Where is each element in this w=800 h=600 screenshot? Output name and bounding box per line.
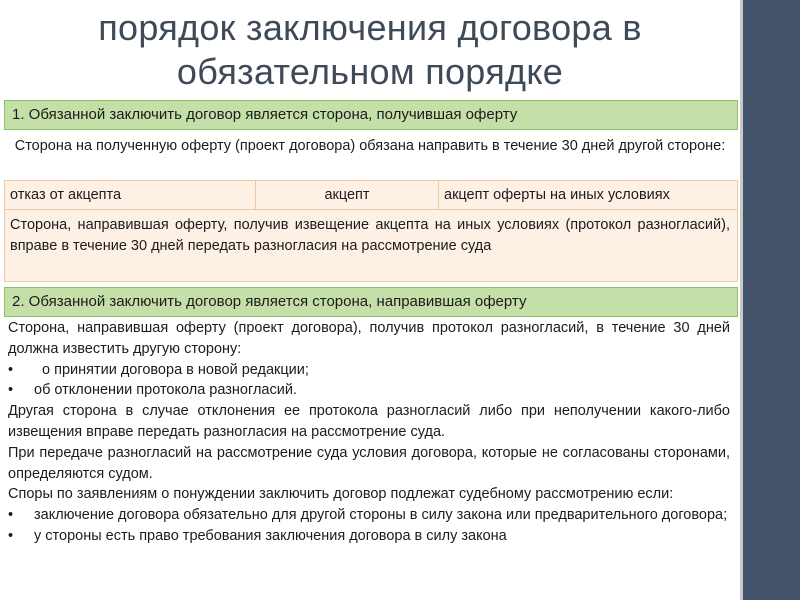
- list-item-text: у стороны есть право требования заключения договора в силу закона: [34, 527, 507, 544]
- section1-note: Сторона, направившая оферту, получив извещение акцепта на иных условиях (протокол разногласий), вправе в течение 30 дней передать разногласия на рассмотрение суда: [4, 210, 738, 282]
- title-line-1: порядок заключения договора в: [98, 7, 642, 48]
- options-table-row: [4, 180, 738, 210]
- right-sidebar-bar: [740, 0, 800, 600]
- title-line-2: обязательном порядке: [176, 51, 564, 92]
- list-item: [8, 526, 730, 547]
- option-acceptance-other-terms: акцепт оферты на иных условиях: [439, 180, 738, 210]
- list-item-text: заключение договора обязательно для другой стороны в силу закона или предварительного договора;: [34, 507, 728, 524]
- section2-paragraph-3: При передаче разногласий на рассмотрение суда условия договора, которые не согласованы сторонами, определяются судом.: [8, 444, 730, 482]
- bullet-icon: •: [8, 382, 14, 399]
- list-item: [8, 360, 730, 381]
- list-item: [8, 505, 730, 526]
- section2-paragraph-4: Споры по заявлениям о понуждении заключить договор подлежат судебному рассмотрению если:: [8, 486, 674, 503]
- list-item-text: об отклонении протокола разногласий.: [34, 382, 297, 399]
- option-acceptance: акцепт: [256, 180, 439, 210]
- option-reject-acceptance: отказ от акцепта: [4, 180, 256, 210]
- list-item: [8, 380, 730, 401]
- section1-heading: 1. Обязанной заключить договор является сторона, получившая оферту: [4, 100, 738, 130]
- section1-subtitle: Сторона на полученную оферту (проект договора) обязана направить в течение 30 дней другой стороне:: [14, 138, 726, 154]
- bullet-icon: •: [8, 361, 14, 378]
- bullet-icon: •: [8, 507, 14, 524]
- list-item-text: о принятии договора в новой редакции;: [42, 361, 309, 378]
- section2-paragraph-2: Другая сторона в случае отклонения ее протокола разногласий либо при неполучении какого-либо извещения вправе передать разногласия на рассмотрение суда.: [8, 403, 730, 440]
- slide-title: [0, 6, 740, 94]
- section2-paragraph-1: Сторона, направившая оферту (проект договора), получив протокол разногласий, в течение 30 дней должна известить другую сторону:: [8, 320, 730, 357]
- section2-body: [8, 318, 730, 547]
- sidebar-accent-line: [740, 0, 743, 600]
- section2-heading: 2. Обязанной заключить договор является сторона, направившая оферту: [4, 287, 738, 317]
- bullet-icon: •: [8, 527, 14, 544]
